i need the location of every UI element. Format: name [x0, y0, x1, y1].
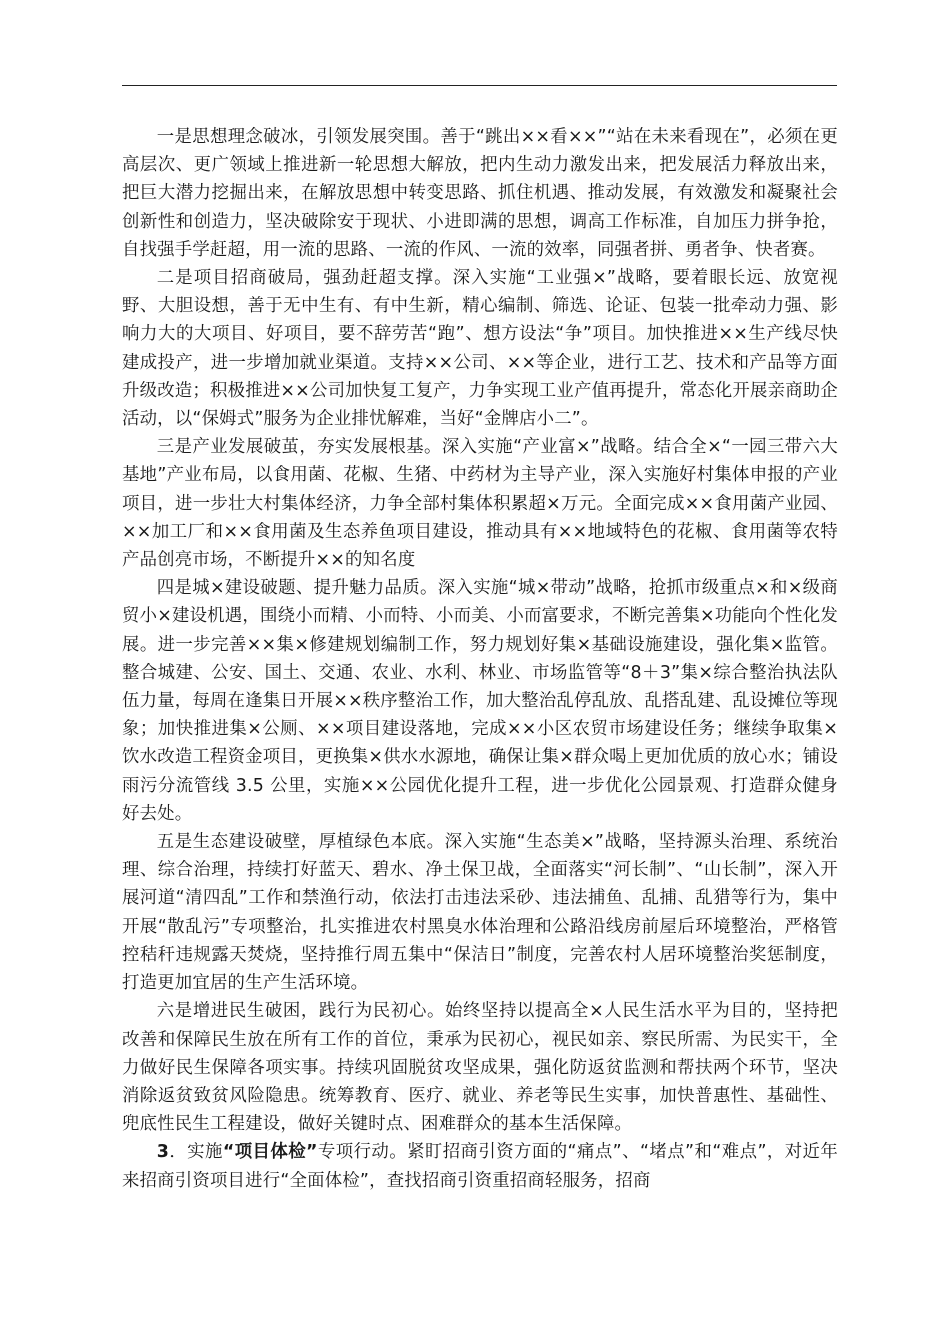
paragraph-town-construction: 四是城×建设破题、提升魅力品质。深入实施“城×带动”战略，抢抓市级重点×和×级商贸小×建设机遇，围绕小而精、小而特、小而美、小而富要求，不断完善集×功能向个性化发展。进一步完善××集×修建规划编制工作，努力规划好集×基础设施建设，强化集×监管。整合城建、公安、国土、交通、农业、水利、林业、市场监管等“8＋3”集×综合整治执法队伍力量，每周在逢集日开展××秩序整治工作，加大整治乱停乱放、乱搭乱建、乱设摊位等现象；加快推进集×公厕、××项目建设落地，完成××小区农贸市场建设任务；继续争取集×饮水改造工程资金项目，更换集×供水水源地，确保让集×群众喝上更加优质的放心水；铺设雨污分流管线 3.5 公里，实施××公园优化提升工程，进一步优化公园景观、打造群众健身好去处。: [122, 578, 838, 824]
item-3-text: 专项行动。紧盯招商引资方面的“痛点”、“堵点”和“难点”，对近年来招商引资项目进行“全面体检”，查找招商引资重招商轻服务，招商: [122, 1142, 838, 1191]
header-rule: [122, 85, 837, 86]
paragraph-industry: 三是产业发展破茧，夯实发展根基。深入实施“产业富×”战略。结合全×“一园三带六大基地”产业布局，以食用菌、花椒、生猪、中药材为主导产业，深入实施好村集体申报的产业项目，进一步壮大村集体经济，力争全部村集体积累超×万元。全面完成××食用菌产业园、××加工厂和××食用菌及生态养鱼项目建设，推动具有××地域特色的花椒、食用菌等农特产品创亮市场，不断提升××的知名度: [122, 437, 838, 571]
paragraph-ecology: 五是生态建设破壁，厚植绿色本底。深入实施“生态美×”战略，坚持源头治理、系统治理、综合治理，持续打好蓝天、碧水、净土保卫战，全面落实“河长制”、“山长制”，深入开展河道“清四乱”工作和禁渔行动，依法打击违法采砂、违法捕鱼、乱捕、乱猎等行为，集中开展“散乱污”专项整治，扎实推进农村黑臭水体治理和公路沿线房前屋后环境整治，严格管控秸秆违规露天焚烧，坚持推行周五集中“保洁日”制度，完善农村人居环境整治奖惩制度，打造更加宜居的生产生活环境。: [122, 832, 838, 994]
item-3-title: “项目体检”: [222, 1142, 318, 1163]
paragraph-item-3: [122, 1138, 838, 1194]
item-3-prefix: ．实施: [169, 1142, 223, 1163]
item-3-number: 3: [156, 1142, 170, 1163]
paragraph-investment: 二是项目招商破局，强劲赶超支撑。深入实施“工业强×”战略，要着眼长远、放宽视野、大胆设想，善于无中生有、有中生新，精心编制、筛选、论证、包装一批牵动力强、影响力大的大项目、好项目，要不辞劳苦“跑”、想方设法“争”项目。加快推进××生产线尽快建成投产，进一步增加就业渠道。支持××公司、××等企业，进行工艺、技术和产品等方面升级改造；积极推进××公司加快复工复产，力争实现工业产值再提升，常态化开展亲商助企活动，以“保姆式”服务为企业排忧解难，当好“金牌店小二”。: [122, 268, 838, 430]
paragraph-thinking: 一是思想理念破冰，引领发展突围。善于“跳出××看××”“站在未来看现在”，必须在更高层次、更广领域上推进新一轮思想大解放，把内生动力激发出来，把发展活力释放出来，把巨大潜力挖掘出来，在解放思想中转变思路、抓住机遇、推动发展，有效激发和凝聚社会创新性和创造力，坚决破除安于现状、小进即满的思想，调高工作标准，自加压力拼争抢，自找强手学赶超，用一流的思路、一流的作风、一流的效率，同强者拼、勇者争、快者赛。: [122, 127, 838, 260]
paragraph-livelihood: 六是增进民生破困，践行为民初心。始终坚持以提高全×人民生活水平为目的，坚持把改善和保障民生放在所有工作的首位，秉承为民初心，视民如亲、察民所需、为民实干，全力做好民生保障各项实事。持续巩固脱贫攻坚成果，强化防返贫监测和帮扶两个环节，坚决消除返贫致贫风险隐患。统筹教育、医疗、就业、养老等民生实事，加快普惠性、基础性、兜底性民生工程建设，做好关键时点、困难群众的基本生活保障。: [122, 1001, 838, 1135]
document-body: [122, 123, 838, 1195]
